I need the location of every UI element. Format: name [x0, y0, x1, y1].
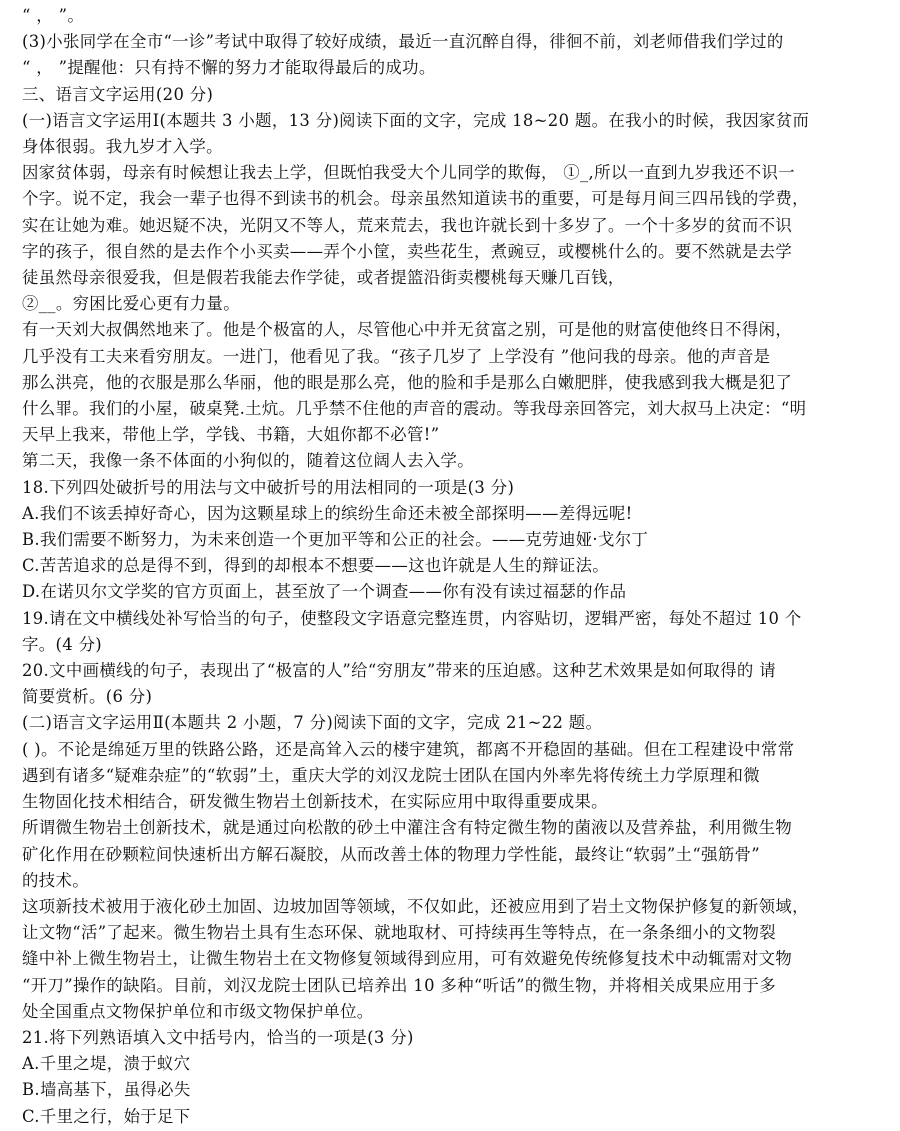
option-c: C.千里之行，始于足下 — [22, 1106, 191, 1126]
text-line: 徒虽然母亲很爱我，但是假若我能去作学徒，或者提篮沿街卖樱桃每天赚几百钱， — [22, 268, 625, 288]
text-line: 所谓微生物岩土创新技术，就是通过向松散的砂土中灌注含有特定微生物的菌液以及营养盐，利用微生物 — [22, 818, 793, 838]
text-line: 字。(4 分) — [22, 634, 103, 654]
question-19: 19.请在文中横线处补写恰当的句子，使整段文字语意完整连贯，内容贴切，逻辑严密，每处不超过 10 个 — [22, 608, 802, 628]
text-line: 让文物“活”了起来。微生物岩土具有生态环保、就地取材、可持续再生等特点，在一条条细小的文物裂 — [22, 923, 777, 943]
question-18: 18.下列四处破折号的用法与文中破折号的用法相同的一项是(3 分) — [22, 477, 515, 497]
text-line: 生物固化技术相结合，研发微生物岩土创新技术，在实际应用中取得重要成果。 — [22, 792, 608, 812]
subsection-heading: (一)语言文字运用Ⅰ(本题共 3 小题，13 分)阅读下面的文字，完成 18~20 题。在我小的时候，我因家贫而 — [22, 110, 810, 130]
text-line: 这项新技术被用于液化砂土加固、边坡加固等领域，不仅如此，还被应用到了岩土文物保护修复的新领域， — [22, 896, 809, 916]
subsection-heading: (二)语言文字运用Ⅱ(本题共 2 小题，7 分)阅读下面的文字，完成 21~22 题。 — [22, 713, 603, 733]
text-line: (3)小张同学在全市“一诊”考试中取得了较好成绩，最近一直沉醉自得，徘徊不前，刘老师借我们学过的 — [22, 32, 784, 52]
text-line: 缝中补上微生物岩土，让微生物岩土在文物修复领域得到应用，可有效避免传统修复技术中动辄需对文物 — [22, 949, 793, 969]
text-line: 天早上我来，带他上学，学钱、书籍，大姐你都不必管!” — [22, 425, 440, 445]
question-21: 21.将下列熟语填入文中括号内，恰当的一项是(3 分) — [22, 1027, 414, 1047]
text-line: ②__。穷困比爱心更有力量。 — [22, 294, 240, 314]
text-line: 矿化作用在砂颗粒间快速析出方解石凝胶，从而改善土体的物理力学性能，最终让“软弱”土“强筋骨” — [22, 844, 761, 864]
text-line: 个字。说不定，我会一辈子也得不到读书的机会。母亲虽然知道读书的重要，可是每月间三四吊钱的学费， — [22, 189, 809, 209]
text-line: “ ， ”。 — [22, 6, 85, 25]
option-b: B.我们需要不断努力，为未来创造一个更加平等和公正的社会。——克劳迪娅·戈尔丁 — [22, 530, 649, 550]
text-line: ( )。不论是绵延万里的铁路公路，还是高耸入云的楼宇建筑，都离不开稳固的基础。但在工程建设中常常 — [22, 739, 795, 759]
text-line: 有一天刘大叔偶然地来了。他是个极富的人，尽管他心中并无贫富之别，可是他的财富使他终日不得闲， — [22, 320, 793, 340]
option-c: C.苦苦追求的总是得不到，得到的却根本不想要——这也许就是人生的辩证法。 — [22, 556, 610, 576]
text-line: 字的孩子，很自然的是去作个小买卖——弄个小筐，卖些花生，煮豌豆，或樱桃什么的。要不然就是去学 — [22, 241, 793, 261]
text-line: “ ， ”提醒他：只有持不懈的努力才能取得最后的成功。 — [22, 58, 436, 78]
text-line: 实在让她为难。她迟疑不决，光阴又不等人，荒来荒去，我也许就长到十多岁了。一个十多岁的贫而不识 — [22, 215, 793, 235]
text-line: 几乎没有工夫来看穷朋友。一进门，他看见了我。“孩子几岁了 上学没有 ”他问我的母亲。他的声音是 — [22, 346, 771, 366]
text-line: 因家贫体弱，母亲有时候想让我去上学，但既怕我受大个儿同学的欺侮， ①_,所以一直到九岁我还不识一 — [22, 163, 795, 183]
text-line: 那么洪亮，他的衣服是那么华丽，他的眼是那么亮，他的脸和手是那么白嫩肥胖，使我感到我大概是犯了 — [22, 372, 793, 392]
text-line: 身体很弱。我九岁才入学。 — [22, 137, 223, 157]
text-line: 的技术。 — [22, 870, 89, 890]
text-line: 遇到有诸多“疑难杂症”的“软弱”土，重庆大学的刘汉龙院士团队在国内外率先将传统土力学原理和微 — [22, 765, 761, 785]
text-line: 简要赏析。(6 分) — [22, 687, 153, 707]
question-20: 20.文中画横线的句子，表现出了“极富的人”给“穷朋友”带来的压迫感。这种艺术效果是如何取得的 请 — [22, 661, 776, 681]
option-a: A.千里之堤，溃于蚁穴 — [22, 1054, 191, 1074]
text-line: 处全国重点文物保护单位和市级文物保护单位。 — [22, 1001, 374, 1021]
option-b: B.墙高基下，虽得必失 — [22, 1080, 191, 1100]
text-line: 什么罪。我们的小屋，破桌凳.土炕。几乎禁不住他的声音的震动。等我母亲回答完，刘大叔马上决定：“明 — [22, 399, 807, 419]
text-line: 第二天，我像一条不体面的小狗似的，随着这位阔人去入学。 — [22, 451, 474, 471]
option-a: A.我们不该丢掉好奇心，因为这颗星球上的缤纷生命还未被全部探明——差得远呢! — [22, 503, 633, 523]
option-d: D.在诺贝尔文学奖的官方页面上，甚至放了一个调查——你有没有读过福瑟的作品 — [22, 582, 627, 602]
section-heading: 三、语言文字运用(20 分) — [22, 84, 214, 104]
text-line: “开刀”操作的缺陷。目前，刘汉龙院士团队已培养出 10 多种“听话”的微生物，并将相关成果应用于多 — [22, 975, 776, 995]
